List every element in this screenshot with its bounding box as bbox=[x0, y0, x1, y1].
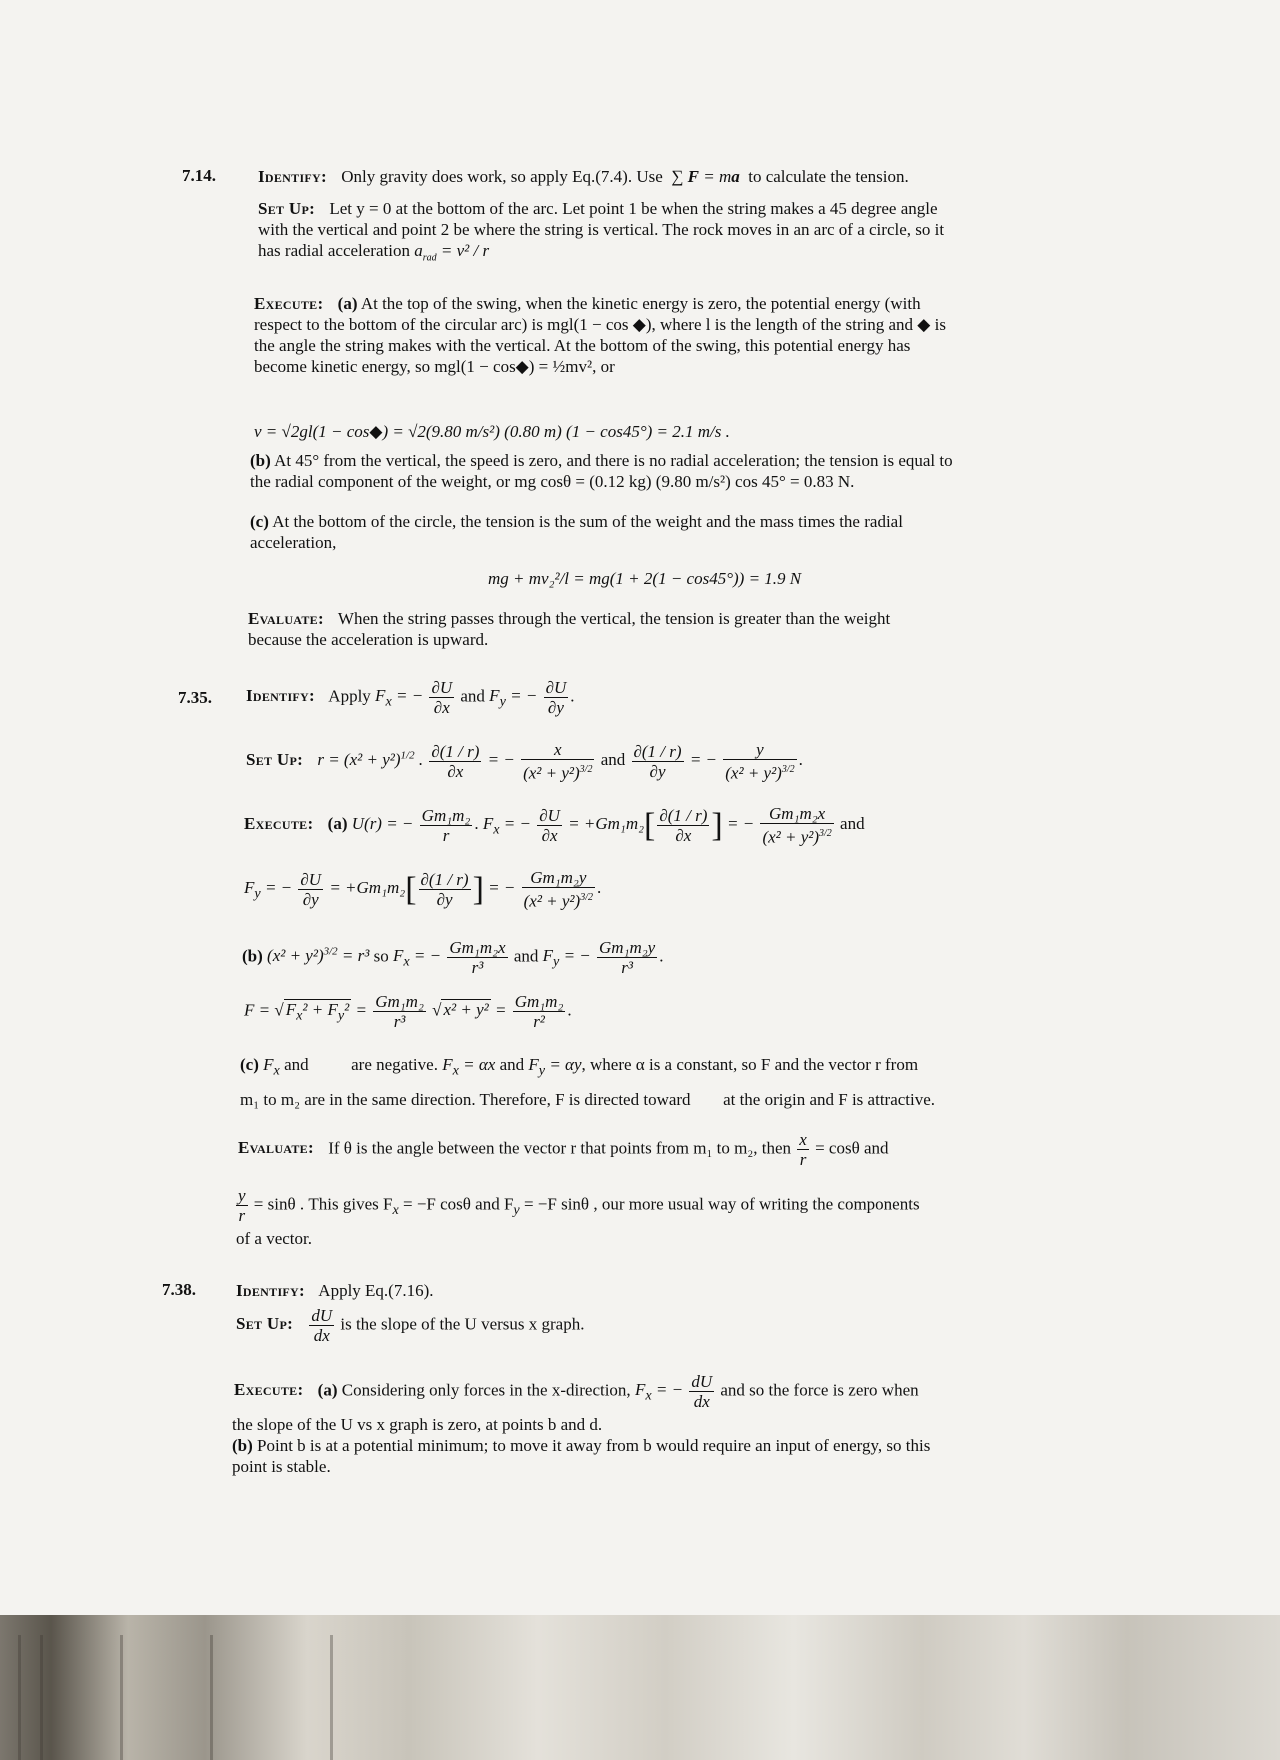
p735-identify-text: Apply bbox=[328, 686, 371, 706]
p735-so: so bbox=[373, 946, 389, 966]
problem-number-7-14: 7.14. bbox=[182, 166, 216, 185]
sum-force-equation: ∑ F = ma bbox=[667, 167, 740, 186]
evaluate-label: Evaluate: bbox=[248, 609, 324, 628]
scan-stripe bbox=[18, 1635, 21, 1760]
p714-speed-equation: v = √2gl(1 − cos◆) = √2(9.80 m/s²) (0.80 m) (1 − cos45°) = 2.1 m/s . bbox=[254, 422, 730, 441]
p714-a-text-1: At the top of the swing, when the kinetic energy is zero, the potential energy (with bbox=[360, 294, 921, 313]
dU-dy-fraction: $\frac{\partial U}{\partial y}$ bbox=[545, 678, 567, 717]
p735-and-2: and bbox=[600, 750, 626, 770]
p714-b-text-1: At 45° from the vertical, the speed is zero, and there is no radial acceleration; the tension is equal to bbox=[274, 451, 953, 470]
p735-evaluate-text-2c: = −F sinθ , our more usual way of writing the components bbox=[523, 1194, 920, 1214]
p714-part-c bbox=[250, 511, 1100, 553]
p714-evaluate-text-1: When the string passes through the vertical, the tension is greater than the weight bbox=[337, 609, 891, 628]
p735-c-and: and bbox=[284, 1055, 309, 1074]
p735-c-text-2b: at the origin and F is attractive. bbox=[723, 1090, 936, 1110]
p738-setup-text: is the slope of the U versus x graph. bbox=[340, 1314, 585, 1334]
p714-c-text-2: acceleration, bbox=[250, 533, 337, 552]
p714-setup-text-1: Let y = 0 at the bottom of the arc. Let point 1 be when the string makes a 45 degree angle bbox=[329, 199, 938, 218]
p714-a-text-4: become kinetic energy, so mgl(1 − cos◆) = ½mv², or bbox=[254, 357, 615, 376]
p735-part-b: (b) $(x^2 + y^2)^{3/2} = r^3$ so $F_x$ = − $\frac{\text{Gm₁m₂x}}{\text{r³}}$ and $F_y$ = − $\frac{\text{Gm₁m₂y}}{\text{r³}}$ . bbox=[242, 938, 664, 977]
identify-label: Identify: bbox=[258, 167, 327, 186]
scan-stripe bbox=[210, 1635, 213, 1760]
part-b-label: (b) bbox=[250, 451, 271, 470]
p735-part-c: (c) $F_x$ and are negative. $F_x = \alpha x$ and $F_y = \alpha y$, where α is a constant, so F and the vector r from m₁ to m₂ are in the same direction. Therefore, F is directed toward at the origin and F is attractive. bbox=[240, 1055, 936, 1110]
p735-execute-a: Execute: (a) U(r) = − $\frac{\text{Gm₁m₂}}{r}$ . $F_x$ = − $\frac{\partial U}{\partial x}$ = +Gm₁m₂[ $\frac{\partial(1 / r)}{\partial x}$ ] = − $\frac{\text{Gm₁m₂x}}{(x^2 + y^2)^{3/2}}$ and bbox=[244, 804, 865, 847]
execute-label: Execute: bbox=[234, 1380, 304, 1400]
p738-a-text-1b: and so the force is zero when bbox=[720, 1380, 919, 1400]
p714-tension-equation: mg + mv₂²/l = mg(1 + 2(1 − cos45°)) = 1.9 N bbox=[488, 569, 802, 588]
p735-evaluate-text-2b: = −F cosθ and F bbox=[402, 1194, 514, 1214]
part-c-label: (c) bbox=[240, 1055, 259, 1074]
p735-evaluate-text-1b: = cosθ and bbox=[815, 1138, 889, 1158]
scan-stripe bbox=[120, 1635, 123, 1760]
part-a-label: (a) bbox=[317, 1380, 338, 1400]
setup-label: Set Up: bbox=[246, 750, 304, 770]
p714-part-b bbox=[250, 450, 1100, 492]
p735-evaluate-3: of a vector. bbox=[236, 1229, 312, 1248]
p735-evaluate-2: $\frac{y}{r}$ = sinθ . This gives $F_x = -F$ cosθ and $F_y = -F$ sinθ , our more usual way of writing the components bbox=[238, 1186, 920, 1225]
part-a-label: (a) bbox=[337, 294, 358, 313]
scan-stripe bbox=[40, 1635, 43, 1760]
scan-edge-band bbox=[0, 1615, 1280, 1760]
p714-identify-text-b: to calculate the tension. bbox=[748, 167, 909, 186]
p714-c-text-1: At the bottom of the circle, the tension is the sum of the weight and the mass times the radial bbox=[272, 512, 903, 531]
problem-number-7-35: 7.35. bbox=[178, 688, 212, 707]
p738-identify-text: Apply Eq.(7.16). bbox=[318, 1281, 434, 1300]
part-c-label: (c) bbox=[250, 512, 269, 531]
scan-stripe bbox=[330, 1635, 333, 1760]
execute-label: Execute: bbox=[254, 294, 324, 313]
p714-evaluate bbox=[248, 608, 1098, 650]
p714-setup-text-2: with the vertical and point 2 be where the string is vertical. The rock moves in an arc of a circle, so it bbox=[258, 220, 945, 239]
p735-and-3: and bbox=[840, 814, 865, 834]
p735-execute-a-fy: $F_y$ = − $\frac{\partial U}{\partial y}$ = +Gm₁m₂[ $\frac{\partial(1 / r)}{\partial y}$ ] = − $\frac{\text{Gm₁m₂y}}{(x^2 + y^2)^{3/2}}$ . bbox=[244, 868, 602, 911]
p714-evaluate-text-2: because the acceleration is upward. bbox=[248, 630, 489, 649]
evaluate-label: Evaluate: bbox=[238, 1138, 314, 1158]
dU-dx-fraction: $\frac{\partial U}{\partial x}$ bbox=[431, 678, 453, 717]
identify-label: Identify: bbox=[246, 686, 315, 706]
p738-a-text-2: the slope of the U vs x graph is zero, at points b and d. bbox=[232, 1415, 603, 1434]
setup-label: Set Up: bbox=[258, 199, 316, 218]
p735-and-1: and bbox=[460, 686, 485, 706]
p735-evaluate-text-2: = sinθ . This gives F bbox=[253, 1194, 393, 1214]
p735-c-negative: are negative. bbox=[351, 1055, 438, 1074]
p738-b-text-2: point is stable. bbox=[232, 1457, 331, 1476]
p738-a-text-1a: Considering only forces in the x-direction, bbox=[341, 1380, 631, 1400]
radial-acceleration-formula: $a_{rad} = v^2 / r$ bbox=[414, 241, 490, 264]
p735-and-4: and bbox=[513, 946, 539, 966]
part-b-label: (b) bbox=[232, 1436, 253, 1455]
p714-identify-text-a: Only gravity does work, so apply Eq.(7.4). Use bbox=[341, 167, 663, 186]
part-b-label: (b) bbox=[242, 946, 263, 966]
problem-number-7-38: 7.38. bbox=[162, 1280, 196, 1299]
p735-evaluate: Evaluate: If θ is the angle between the vector r that points from m₁ to m₂, then $\frac{x}{r}$ = cosθ and bbox=[238, 1130, 889, 1169]
p735-c-text-1d: where α is a constant, so F and the vector r from bbox=[590, 1055, 919, 1074]
p714-setup bbox=[258, 198, 1098, 268]
p738-setup: Set Up: $\frac{dU}{dx}$ is the slope of the U versus x graph. bbox=[236, 1306, 585, 1345]
p714-execute bbox=[254, 293, 1094, 377]
p735-identify: Identify: Apply $F_x$ = − $\frac{\partial U}{\partial x}$ and $F_y$ = − $\frac{\partial U}{\partial y}$ . bbox=[246, 678, 575, 717]
p714-b-text-2: the radial component of the weight, or mg cosθ = (0.12 kg) (9.80 m/s²) cos 45° = 0.83 N. bbox=[250, 472, 855, 491]
p738-b-text-1: Point b is at a potential minimum; to move it away from b would require an input of energy, so this bbox=[257, 1436, 931, 1455]
execute-label: Execute: bbox=[244, 814, 314, 834]
part-a-label: (a) bbox=[327, 814, 348, 834]
p714-identify bbox=[258, 166, 1098, 187]
p714-setup-text-3: has radial acceleration bbox=[258, 241, 410, 260]
p735-part-b-magnitude: F = √ $F_x^2 + F_y^2$ = $\frac{\text{Gm₁m₂}}{\text{r³}}$ √ x² + y² = $\frac{\text{Gm₁m₂}}{\text{r²}}$ . bbox=[244, 992, 572, 1031]
p738-execute: Execute: (a) Considering only forces in the x-direction, $F_x$ = − $\frac{dU}{dx}$ and so the force is zero when bbox=[234, 1372, 919, 1411]
p714-a-text-2: respect to the bottom of the circular arc) is mgl(1 − cos ◆), where l is the length of the string and ◆ is bbox=[254, 315, 946, 334]
setup-label: Set Up: bbox=[236, 1314, 294, 1334]
p735-evaluate-text-1: If θ is the angle between the vector r that points from m₁ to m₂, then bbox=[328, 1138, 792, 1158]
p738-execute-2 bbox=[232, 1414, 1132, 1477]
p735-c-fx: $F_x$ bbox=[263, 1055, 280, 1079]
p735-c-text-2a: m₁ to m₂ are in the same direction. Therefore, F is directed toward bbox=[240, 1090, 691, 1110]
p738-identify bbox=[236, 1280, 836, 1301]
identify-label: Identify: bbox=[236, 1281, 305, 1300]
p735-setup: Set Up: $r = (x^2 + y^2)^{1/2}$ . $\frac{\partial(1 / r)}{\partial x}$ = − $\frac{x}{(x^2 + y^2)^{3/2}}$ and $\frac{\partial(1 / r)}{\partial y}$ = − $\frac{y}{(x^2 + y^2)^{3/2}}$ . bbox=[246, 740, 803, 783]
p714-a-text-3: the angle the string makes with the vertical. At the bottom of the swing, this potential energy has bbox=[254, 336, 911, 355]
